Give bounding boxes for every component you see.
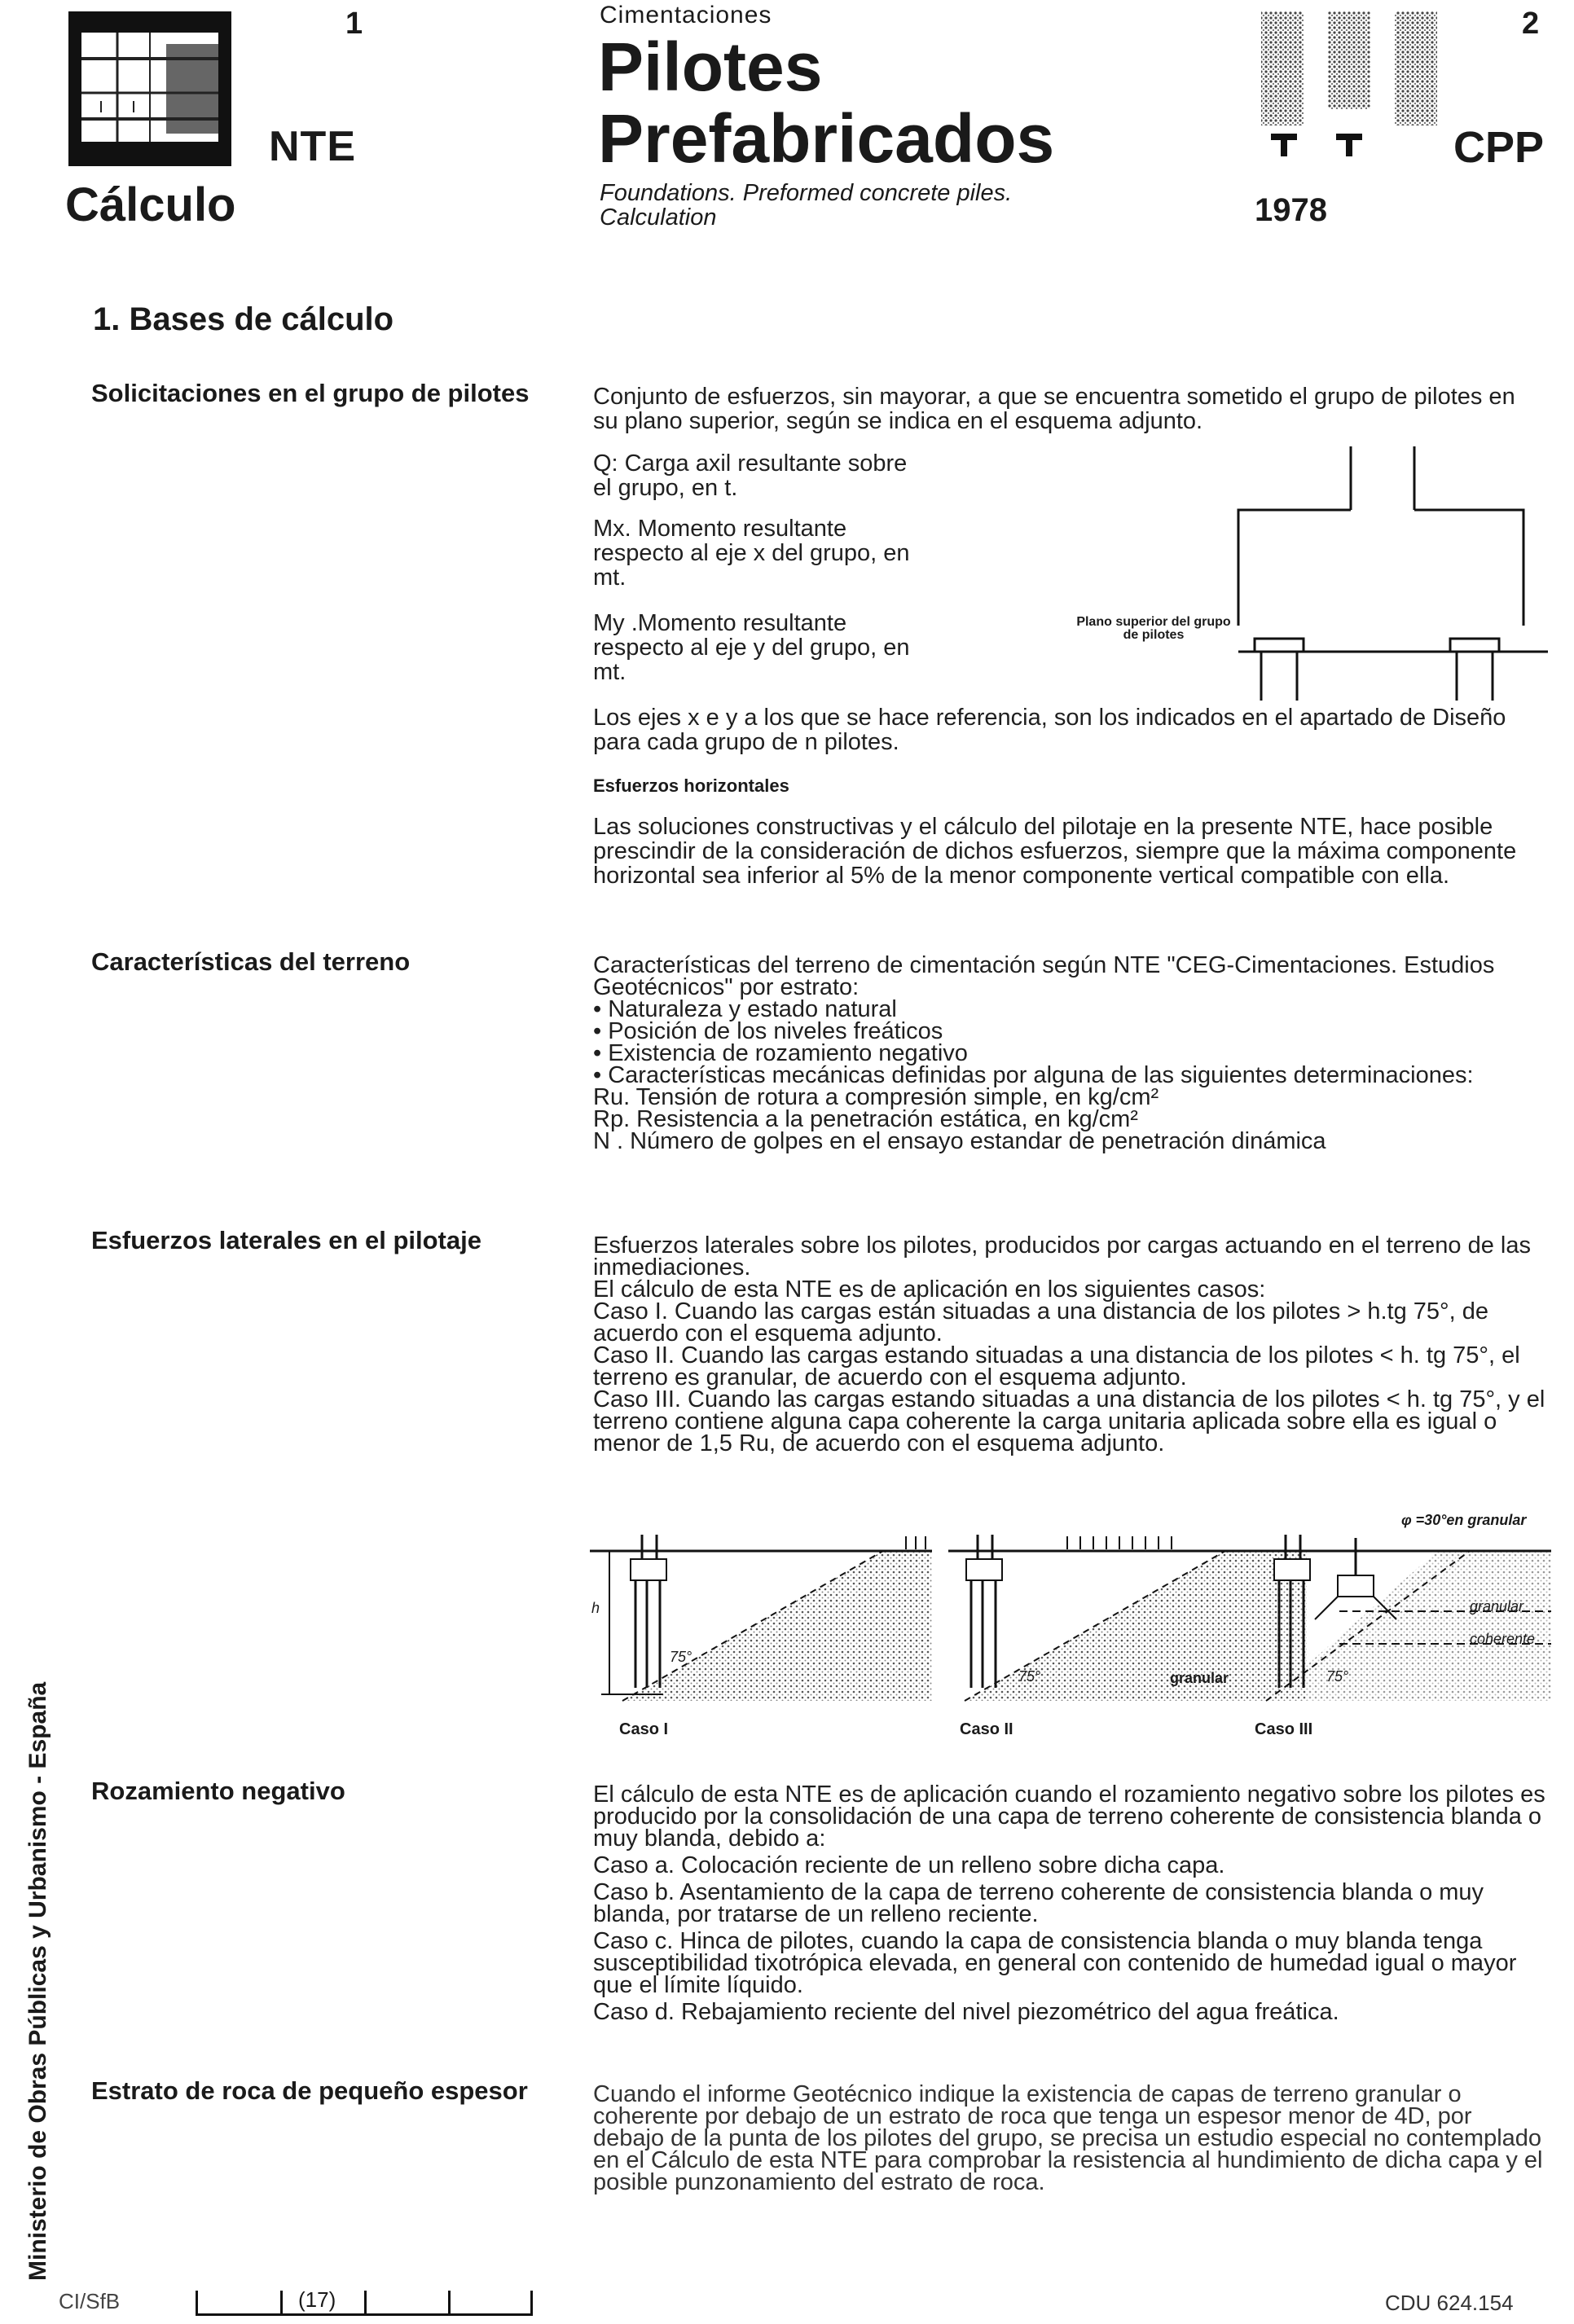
cpp-logo-graphic (1255, 11, 1442, 158)
cisfb-tick (280, 2291, 283, 2313)
category-label: Cimentaciones (600, 2, 772, 29)
rozamiento-line: Caso c. Hinca de pilotes, cuando la capa de consistencia blanda o muy blanda tenga susceptibilidad tixotrópica elevada, en general con contenido de humedad igual o mayor que el límite líquido. (593, 1928, 1517, 1998)
cisfb-code: (17) (298, 2287, 336, 2312)
cisfb-label: CI/SfB (59, 2289, 121, 2313)
section-name: Cálculo (65, 178, 236, 231)
label-laterales: Esfuerzos laterales en el pilotaje (91, 1226, 481, 1254)
label-rozamiento: Rozamiento negativo (91, 1777, 345, 1805)
laterales-line: El cálculo de esta NTE es de aplicación en los siguientes casos: (593, 1276, 1266, 1303)
lateral-cases-diagram (590, 1513, 1551, 1717)
cisfb-tick (448, 2291, 451, 2313)
title-line-1: Pilotes (598, 29, 823, 105)
case-2-label: Caso II (960, 1720, 1013, 1738)
text-laterales (593, 1232, 1546, 1456)
laterales-line: Caso III. Cuando las cargas estando situadas a una distancia de los pilotes < h. tg 75°, y el terreno contiene alguna capa coherente la carga unitaria aplicada sobre ella es igual o menor de 1,5 Ru, de acuerdo con el esquema adjunto. (593, 1386, 1545, 1456)
subtitle-line-2: Calculation (600, 204, 717, 231)
english-subtitle (600, 181, 1012, 230)
year-label: 1978 (1255, 192, 1327, 228)
text-terreno (593, 952, 1546, 1154)
cdu-label: CDU 624.154 (1385, 2291, 1514, 2315)
laterales-line: Caso I. Cuando las cargas están situadas a una distancia de los pilotes > h.tg 75°, de acuerdo con el esquema adjunto. (593, 1298, 1488, 1347)
diagram-angle-2: 75° (1018, 1668, 1041, 1685)
cisfb-box (196, 2287, 533, 2316)
cpp-logo (1255, 11, 1442, 158)
page-number-left: 1 (345, 7, 363, 41)
diagram-h-label: h (591, 1600, 600, 1616)
text-mx: Mx. Momento resultante respecto al eje x del grupo, en mt. (593, 516, 910, 591)
rozamiento-line: Caso a. Colocación reciente de un relleno sobre dicha capa. (593, 1852, 1225, 1878)
section-title: 1. Bases de cálculo (93, 301, 394, 337)
subtitle-line-1: Foundations. Preformed concrete piles. (600, 180, 1013, 206)
nte-logo (68, 11, 231, 166)
text-roca: Cuando el informe Geotécnico indique la existencia de capas de terreno granular o coherente por debajo de un estrato de roca que tenga un espesor menor de 4D, por debajo de la punta de los pilotes del grupo, se precisa un estudio especial no contemplado en el Cálculo de esta NTE para comprobar la resistencia al hundimiento de dicha capa y el posible punzonamiento del estrato de roca. (593, 2081, 1543, 2195)
laterales-line: Caso II. Cuando las cargas estando situadas a una distancia de los pilotes < h. tg 75°, el terreno es granular, de acuerdo con el esquema adjunto. (593, 1342, 1520, 1390)
diagram-plane-label: Plano superior del grupo de pilotes (1076, 615, 1231, 642)
pile-group-diagram (1067, 446, 1556, 701)
code-label: CPP (1453, 123, 1545, 172)
rozamiento-line: Caso d. Rebajamiento reciente del nivel piezométrico del agua freática. (593, 1999, 1339, 2025)
horiz-title: Esfuerzos horizontales (593, 775, 789, 796)
text-horizontales: Las soluciones constructivas y el cálculo del pilotaje en la presente NTE, hace posible prescindir de la consideración de dichos esfuerzos, siempre que la máxima componente horizontal sea inferior al 5% de la menor componente vertical compatible con ella. (593, 814, 1517, 889)
text-q: Q: Carga axil resultante sobre el grupo, en t. (593, 450, 908, 501)
text-rozamiento (593, 1781, 1546, 2025)
nte-logo-graphic (68, 11, 231, 166)
terreno-line: • Características mecánicas definidas por alguna de las siguientes determinaciones: (593, 1062, 1474, 1088)
rozamiento-line: El cálculo de esta NTE es de aplicación cuando el rozamiento negativo sobre los pilotes es producido por la consolidación de una capa de terreno coherente de consistencia blanda o muy blanda, debido a: (593, 1781, 1545, 1852)
diagram-phi: φ =30°en granular (1401, 1512, 1527, 1528)
page-number-right: 2 (1522, 7, 1540, 41)
terreno-line: Ru. Tensión de rotura a compresión simple, en kg/cm² (593, 1084, 1159, 1110)
terreno-line: Características del terreno de cimentación según NTE "CEG-Cimentaciones. Estudios Geotécnicos" por estrato: (593, 952, 1495, 1000)
rozamiento-line: Caso b. Asentamiento de la capa de terreno coherente de consistencia blanda o muy blanda, por tratarse de un relleno reciente. (593, 1879, 1484, 1927)
terreno-line: Rp. Resistencia a la penetración estática, en kg/cm² (593, 1106, 1138, 1132)
diagram-granular-2: granular (1170, 1670, 1229, 1686)
case-3-label: Caso III (1255, 1720, 1313, 1738)
ministry-vertical-label: Ministerio de Obras Públicas y Urbanismo - España (24, 1681, 51, 2281)
label-roca: Estrato de roca de pequeño espesor (91, 2076, 528, 2105)
diagram-coherente: coherente (1470, 1631, 1536, 1647)
cisfb-tick (196, 2291, 198, 2313)
title-line-2: Prefabricados (598, 100, 1055, 177)
case-1-label: Caso I (619, 1720, 669, 1738)
nte-label: NTE (269, 123, 356, 170)
terreno-line: N . Número de golpes en el ensayo estandar de penetración dinámica (593, 1128, 1326, 1154)
cisfb-tick (530, 2291, 533, 2313)
terreno-line: • Naturaleza y estado natural (593, 996, 897, 1022)
diagram-angle-1: 75° (670, 1649, 692, 1665)
terreno-line: • Posición de los niveles freáticos (593, 1018, 943, 1044)
document-title (598, 29, 1055, 177)
text-axes: Los ejes x e y a los que se hace referencia, son los indicados en el apartado de Diseño para cada grupo de n pilotes. (593, 705, 1506, 755)
laterales-line: Esfuerzos laterales sobre los pilotes, producidos por cargas actuando en el terreno de las inmediaciones. (593, 1232, 1531, 1281)
text-solicitaciones-intro: Conjunto de esfuerzos, sin mayorar, a que se encuentra sometido el grupo de pilotes en su plano superior, según se indica en el esquema adjunto. (593, 384, 1515, 434)
label-terreno: Características del terreno (91, 947, 411, 976)
cisfb-tick (364, 2291, 367, 2313)
terreno-line: • Existencia de rozamiento negativo (593, 1040, 968, 1066)
text-my: My .Momento resultante respecto al eje y del grupo, en mt. (593, 610, 910, 685)
label-solicitaciones: Solicitaciones en el grupo de pilotes (91, 379, 530, 407)
diagram-angle-3: 75° (1326, 1668, 1349, 1685)
diagram-granular-3: granular (1470, 1598, 1524, 1614)
